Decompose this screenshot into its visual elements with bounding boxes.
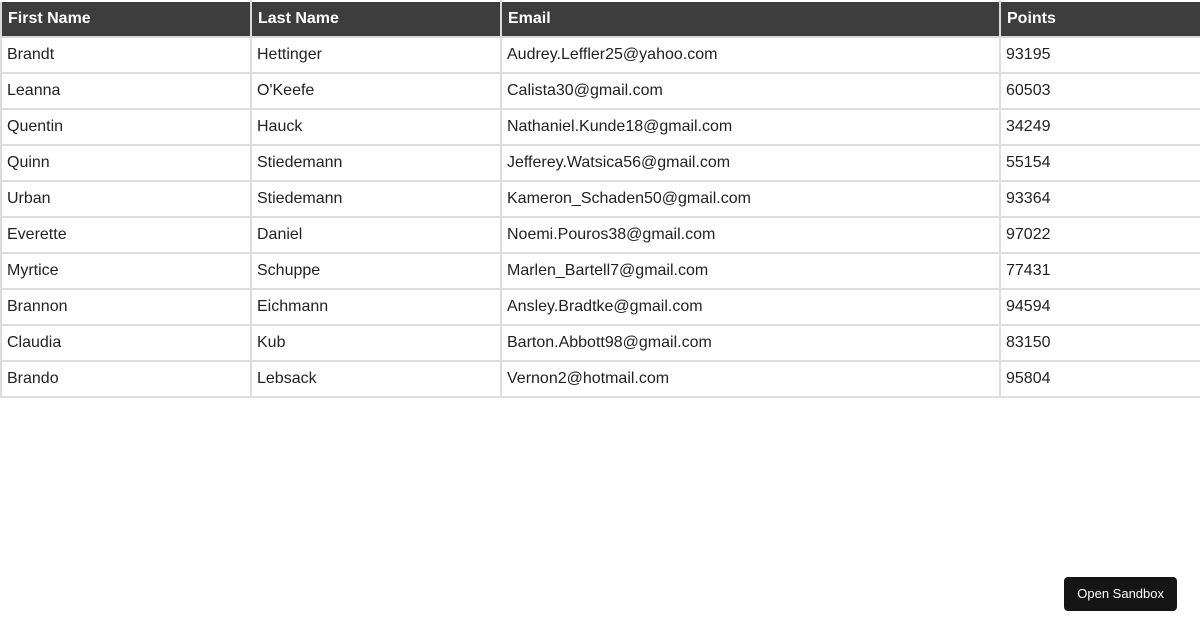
table-row [1,217,1200,253]
cell-last-name: Stiedemann [251,145,501,181]
cell-email: Kameron_Schaden50@gmail.com [501,181,1000,217]
cell-last-name: O'Keefe [251,73,501,109]
open-sandbox-button[interactable]: Open Sandbox [1064,577,1177,611]
table-row [1,181,1200,217]
cell-points: 60503 [1000,73,1200,109]
table-row [1,109,1200,145]
cell-first-name: Claudia [1,325,251,361]
cell-first-name: Brando [1,361,251,397]
table-row [1,73,1200,109]
cell-email: Noemi.Pouros38@gmail.com [501,217,1000,253]
table-row [1,361,1200,397]
table-body [1,37,1200,397]
cell-email: Nathaniel.Kunde18@gmail.com [501,109,1000,145]
header-row [1,1,1200,37]
cell-points: 97022 [1000,217,1200,253]
column-header-last-name: Last Name [251,1,501,37]
column-header-points: Points [1000,1,1200,37]
cell-email: Audrey.Leffler25@yahoo.com [501,37,1000,73]
cell-last-name: Daniel [251,217,501,253]
cell-email: Ansley.Bradtke@gmail.com [501,289,1000,325]
cell-points: 77431 [1000,253,1200,289]
cell-email: Vernon2@hotmail.com [501,361,1000,397]
table-row [1,289,1200,325]
cell-points: 93195 [1000,37,1200,73]
cell-email: Marlen_Bartell7@gmail.com [501,253,1000,289]
cell-first-name: Quentin [1,109,251,145]
table-row [1,253,1200,289]
cell-first-name: Brandt [1,37,251,73]
cell-points: 95804 [1000,361,1200,397]
cell-first-name: Everette [1,217,251,253]
cell-points: 34249 [1000,109,1200,145]
cell-points: 93364 [1000,181,1200,217]
cell-points: 94594 [1000,289,1200,325]
cell-last-name: Hauck [251,109,501,145]
cell-email: Jefferey.Watsica56@gmail.com [501,145,1000,181]
cell-points: 83150 [1000,325,1200,361]
cell-email: Barton.Abbott98@gmail.com [501,325,1000,361]
table-row [1,37,1200,73]
cell-points: 55154 [1000,145,1200,181]
table-header [1,1,1200,37]
cell-last-name: Stiedemann [251,181,501,217]
column-header-first-name: First Name [1,1,251,37]
cell-last-name: Eichmann [251,289,501,325]
column-header-email: Email [501,1,1000,37]
cell-last-name: Lebsack [251,361,501,397]
cell-first-name: Urban [1,181,251,217]
cell-last-name: Schuppe [251,253,501,289]
cell-first-name: Myrtice [1,253,251,289]
table-row [1,325,1200,361]
cell-last-name: Kub [251,325,501,361]
cell-first-name: Leanna [1,73,251,109]
cell-first-name: Brannon [1,289,251,325]
cell-first-name: Quinn [1,145,251,181]
cell-last-name: Hettinger [251,37,501,73]
table-row [1,145,1200,181]
cell-email: Calista30@gmail.com [501,73,1000,109]
